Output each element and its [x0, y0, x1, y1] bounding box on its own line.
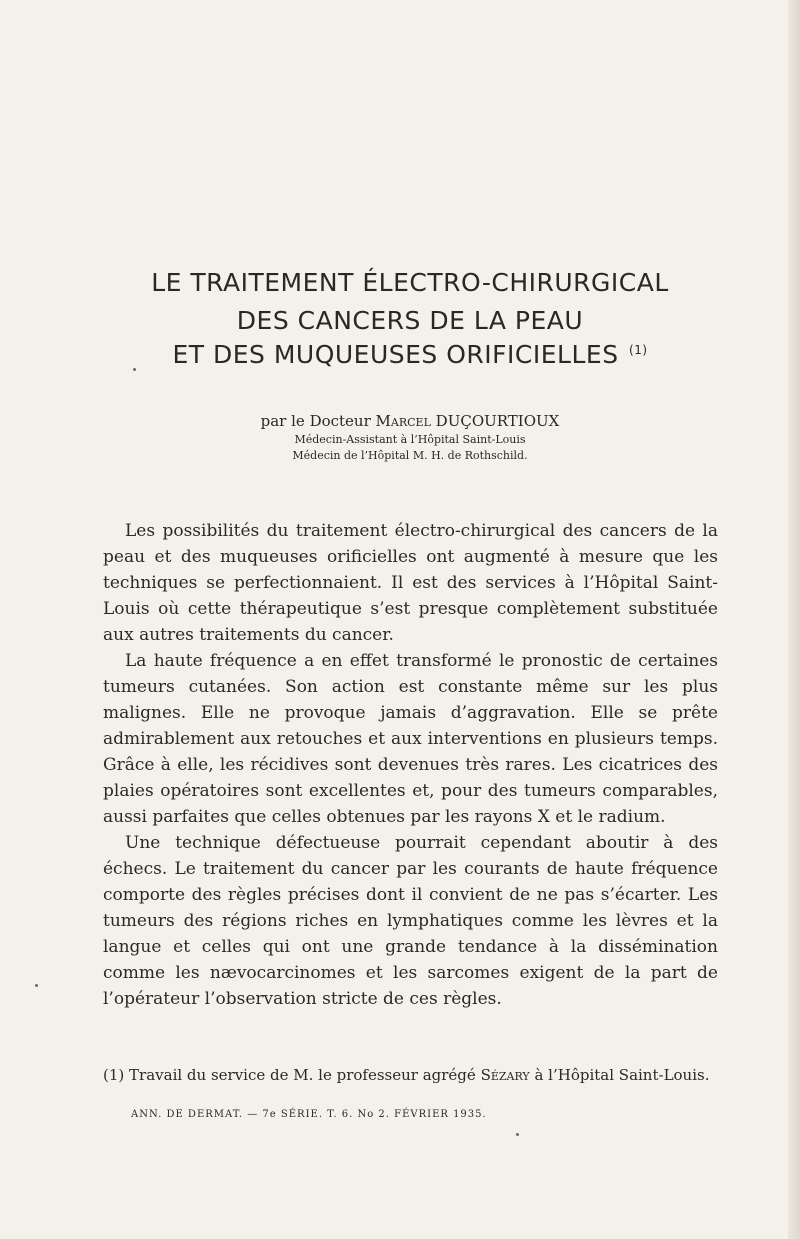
body-paragraph-3: Une technique défectueuse pourrait cependant aboutir à des échecs. Le traitement du cancer par les courants de haute fréquence comporte des règles précises dont il convient de ne pas s’écarter. Les tumeurs des régions riches en lymphatiques comme les lèvres et la langue et celles qui ont une grande tendance à la dissémination comme les nævocarcinomes et les sarcomes exigent de la part de l’opérateur l’observation stricte de ces règles.: [103, 833, 718, 1009]
page-edge-shadow: [788, 0, 800, 1239]
body-paragraph-2: La haute fréquence a en effet transformé le pronostic de certaines tumeurs cutanées. Son action est constante même sur les plus malignes. Elle ne provoque jamais d’aggravation. Elle se prête admirablement aux retouches et aux interventions en plusieurs temps. Grâce à elle, les récidives sont devenues très rares. Les cicatrices des plaies opératoires sont excellentes et, pour des tumeurs comparables, aussi parfaites que celles obtenues par les rayons X et le radium.: [103, 651, 718, 827]
footnote: [103, 1065, 718, 1085]
footnote-text-after: à l’Hôpital Saint-Louis.: [534, 1066, 710, 1084]
footnote-name: Sézary: [480, 1066, 530, 1084]
journal-citation: ANN. DE DERMAT. — 7e SÉRIE. T. 6. No 2. FÉVRIER 1935.: [131, 1109, 487, 1120]
print-speck: [35, 984, 38, 987]
author-line: [100, 412, 720, 430]
author-affiliation-1: Médecin-Assistant à l’Hôpital Saint-Louis: [294, 433, 526, 446]
body-paragraph-1: Les possibilités du traitement électro-chirurgical des cancers de la peau et des muqueuses orificielles ont augmenté à mesure que les techniques se perfectionnaient. Il est des services à l’Hôpital Saint-Louis où cette thérapeutique s’est presque complètement substituée aux autres traitements du cancer.: [103, 521, 718, 645]
author-affiliation-2: Médecin de l’Hôpital M. H. de Rothschild.: [292, 449, 528, 462]
author-first-name: Marcel: [375, 412, 431, 430]
article-title-line-2: DES CANCERS DE LA PEAU: [236, 306, 584, 335]
footnote-marker: (1): [103, 1066, 125, 1084]
article-title-line-3-text: ET DES MUQUEUSES ORIFICIELLES: [172, 340, 619, 369]
print-speck: [516, 1133, 519, 1136]
author-prefix: par le Docteur: [260, 412, 371, 430]
author-surname: DUÇOURTIOUX: [435, 412, 560, 430]
article-title-line-1: LE TRAITEMENT ÉLECTRO-CHIRURGICAL: [151, 268, 669, 297]
article-title-line-3: [90, 340, 730, 369]
print-speck: [133, 368, 136, 371]
title-footnote-reference: (1): [629, 342, 648, 357]
article-body: [103, 518, 718, 1012]
footnote-text-before: Travail du service de M. le professeur agrégé: [129, 1066, 476, 1084]
